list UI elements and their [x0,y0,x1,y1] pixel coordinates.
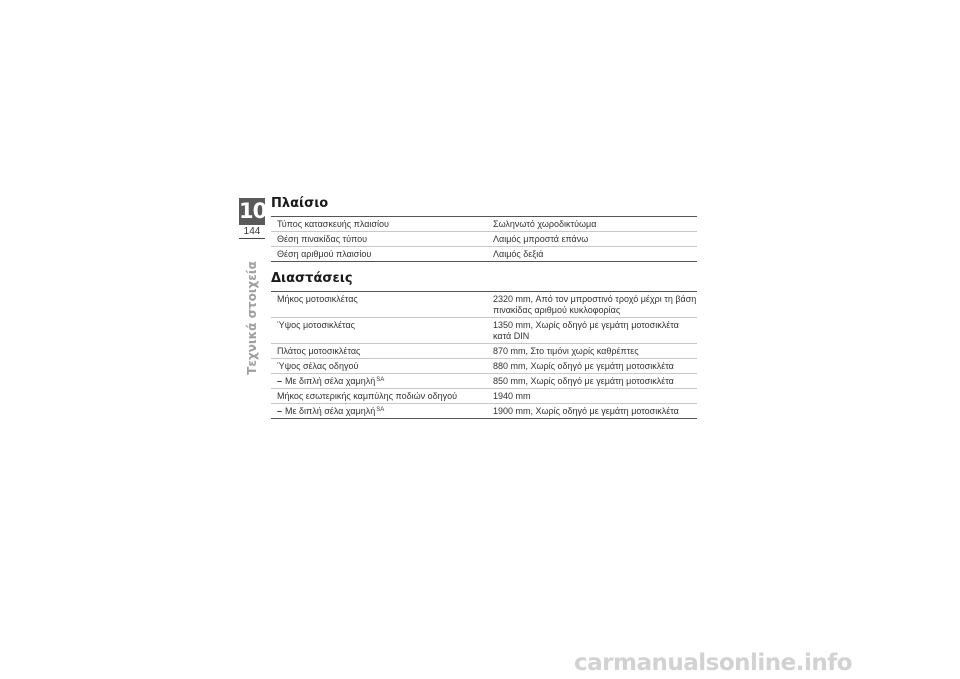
spec-label-sub [271,404,487,419]
spec-value: 2320 mm, Από τον μπροστινό τροχό μέχρι τη βάση πινακίδας αριθμού κυκλοφορίας [487,292,697,318]
page-content [271,196,697,419]
spec-label: Μήκος εσωτερικής καμπύλης ποδιών οδηγού [271,389,487,404]
dimensions-spec-table [271,291,697,419]
spec-label-text: Με διπλή σέλα χαμηλή [285,376,376,386]
table-row [271,404,697,419]
spec-value: 1900 mm, Χωρίς οδηγό με γεμάτη μοτοσικλέτα [487,404,697,419]
chapter-number-tab: 10 [239,199,267,223]
table-row [271,247,697,262]
special-equipment-marker: SA [376,377,385,383]
spec-label: Θέση πινακίδας τύπου [271,232,487,247]
sub-item-dash: – [277,406,283,416]
page-number: 144 [243,226,261,237]
spec-label-sub [271,374,487,389]
spec-value: 880 mm, Χωρίς οδηγό με γεμάτη μοτοσικλέτα [487,359,697,374]
table-row [271,359,697,374]
spec-label: Πλάτος μοτοσικλέτας [271,344,487,359]
spec-label: Ύψος μοτοσικλέτας [271,318,487,344]
spec-value: Λαιμός δεξιά [487,247,697,262]
special-equipment-marker: SA [376,407,385,413]
chapter-side-title [244,262,260,374]
spec-value: 870 mm, Στο τιμόνι χωρίς καθρέπτες [487,344,697,359]
spec-value: 850 mm, Χωρίς οδηγό με γεμάτη μοτοσικλέτα [487,374,697,389]
table-row [271,374,697,389]
watermark-text: carmanualsonline.info [574,650,853,676]
section-title-dimensions: Διαστάσεις [271,271,353,286]
frame-spec-table [271,216,697,262]
spec-label: Ύψος σέλας οδηγού [271,359,487,374]
spec-value: Λαιμός μπροστά επάνω [487,232,697,247]
chapter-side-title-text: Τεχνικά στοιχεία [245,261,259,375]
table-row [271,389,697,404]
spec-value: 1940 mm [487,389,697,404]
spec-value: Σωληνωτό χωροδικτύωμα [487,217,697,232]
sub-item-dash: – [277,376,283,386]
table-row [271,232,697,247]
spec-label: Θέση αριθμού πλαισίου [271,247,487,262]
spec-label: Μήκος μοτοσικλέτας [271,292,487,318]
section-title-frame: Πλαίσιο [271,196,329,211]
table-row [271,344,697,359]
spec-label: Τύπος κατασκευής πλαισίου [271,217,487,232]
page-number-divider [239,238,265,239]
spec-value: 1350 mm, Χωρίς οδηγό με γεμάτη μοτοσικλέτα κατά DIN [487,318,697,344]
spec-label-text: Με διπλή σέλα χαμηλή [285,406,376,416]
table-row [271,217,697,232]
table-row [271,292,697,318]
table-row [271,318,697,344]
